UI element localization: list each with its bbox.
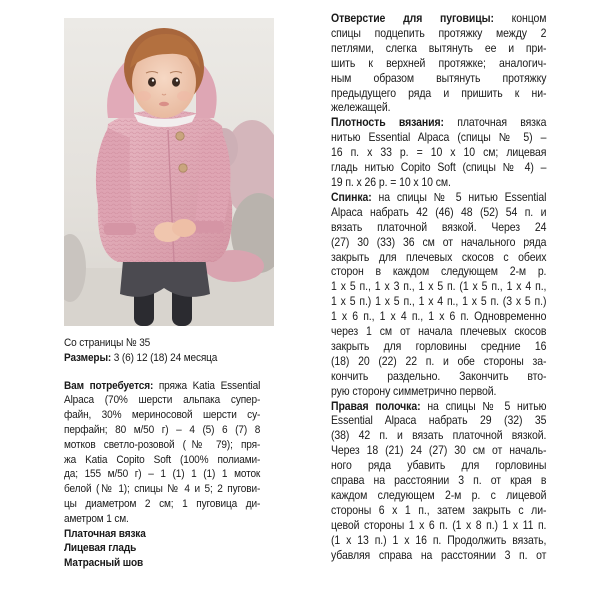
text-line: (1 х 13 п.) 1 х 16 п. Продолжить вязать, xyxy=(331,533,547,547)
source-page: Со страницы № 35 xyxy=(64,337,151,349)
text-line: гладь нитью Copito Soft (спицы № 4) – xyxy=(331,161,547,175)
text-line: 1 х 5 п., 1 х 3 п., 1 х 5 п. (1 х 5 п., 1 х 4 п., xyxy=(331,280,547,294)
pattern-mattress-seam: Матрасный шов xyxy=(64,557,144,570)
left-column xyxy=(64,336,260,571)
materials-line: да; 155 м/50 г) – 1 (1) 1 (1) 1 моток xyxy=(64,468,261,481)
materials-line: жа Katia Copito Soft (100% полиами- xyxy=(64,453,261,466)
text-line: закрыть для плечевых скосов с обеих xyxy=(331,250,547,264)
materials-line: аметром 1 см. xyxy=(64,512,129,525)
materials-line: файн, 30% мериносовой шерсти су- xyxy=(64,409,261,422)
sizes-value: 3 (6) 12 (18) 24 месяца xyxy=(111,351,218,364)
sizes-label: Размеры: xyxy=(64,351,112,364)
text-line: (27) 30 (33) 36 см от начального ряда xyxy=(331,235,547,249)
text-line: жележащей. xyxy=(331,101,391,115)
materials-label: Вам потребуется: xyxy=(64,379,154,392)
text-line: рую сторону симметрично первой. xyxy=(331,384,497,398)
back-label: Спинка: xyxy=(331,190,372,204)
text-line: цевой стороны 1 х 6 п. (1 х 8 п.) 1 х 11 п. xyxy=(331,518,547,532)
text-line: 1 х 6 п., 1 х 4 п., 1 х 6 п. Одновременно xyxy=(331,310,547,324)
density-section: Плотность вязания: платочная вязка нитью Essential Alpaca (спицы № 5) – 16 п. х 33 р. = 10 х 10 см; лицевая гладь нитью Copito Soft (спицы № 4) – 19 п. х 26 р. = 10 х 10 см. xyxy=(331,116,547,189)
density-label: Плотность вязания: xyxy=(331,116,444,130)
text-line: справа на расстоянии 3 п. от края в xyxy=(331,474,547,488)
text-line: каждом следующем 2-м р. с лицевой xyxy=(331,489,547,502)
text-line: ным образом вытянуть протяжку xyxy=(331,71,547,85)
text-line: нитью Essential Alpaca (спицы № 5) – xyxy=(331,131,547,145)
back-section: Спинка: на спицы № 5 нитью Essential Alpaca набрать 42 (46) 48 (52) 54 п. и вязать платочной вязкой. Через 24 (27) 30 (33) 36 см от начального ряда закрыть для плечевых скосов с обеих сторон в каждом следующем 2-м р. 1 х 5 п., 1 х 3 п., 1 х 5 п. (1 х 5 п., 1 х 4 п., 1 х 5 п.) 1 х 5 п., 1 х 4 п., 1 х 5 п. (3 х 5 п.) 1 х 6 п., 1 х 4 п., 1 х 6 п. Одновременно через 1 см от начала плечевых скосов закрыть для горловины средние 16 (18) 20 (22) 22 п. и обе стороны за- кончить раздельно. Закончить вто- рую сторону симметрично первой. xyxy=(331,190,547,398)
text-line: предыдущего ряда и пришить к ни- xyxy=(331,86,547,100)
materials-line: мотков светло-розовой (№ 79); пря- xyxy=(64,438,261,451)
baby-photo xyxy=(64,18,274,326)
text-line: 19 п. х 26 р. = 10 х 10 см. xyxy=(331,175,451,189)
text-line: (18) 20 (22) 22 п. и обе стороны за- xyxy=(331,354,547,368)
text-line: 1 х 5 п.) 1 х 5 п., 1 х 4 п., 1 х 5 п. (3 х 5 п.) xyxy=(331,295,547,309)
materials-line: перфайн; 80 м/50 г) – 4 (5) 6 (7) 8 xyxy=(64,423,261,436)
pattern-stockinette: Лицевая гладь xyxy=(64,542,137,555)
materials-line: Alpaca (70% шерсти альпака супер- xyxy=(64,394,261,407)
text-line: Через 18 (21) 24 (27) 30 см от началь- xyxy=(331,444,547,458)
text-line: ного ряда убавить для горловины xyxy=(331,459,547,473)
buttonhole-label: Отверстие для пуговицы: xyxy=(331,12,494,25)
pattern-garter: Платочная вязка xyxy=(64,527,146,540)
buttonhole-section: Отверстие для пуговицы: концом спицы подцепить протяжку между 2 петлями, слегка вытянуть ее и при- шить к верхней протяжке; аналогич- ным образом вытянуть протяжку предыдущего ряда и пришить к ни- жележащей. xyxy=(331,12,547,115)
text-line: петлями, слегка вытянуть ее и при- xyxy=(331,41,547,55)
materials: Вам потребуется: пряжа Katia Essential Alpaca (70% шерсти альпака супер- файн, 30% мериносовой шерсти су- перфайн; 80 м/50 г) – 4 (5) 6 (7) 8 мотков светло-розовой (№ 79); пря- жа Katia Copito Soft (100% полиами- да; 155 м/50 г) – 1 (1) 1 (1) 1 моток белой (№ 1); спицы № 4 и 5; 2 пугови- цы диаметром 2 см; 1 пуговица ди- аметром 1 см. xyxy=(64,379,261,525)
text-line: шить к верхней протяжке; аналогич- xyxy=(331,56,547,70)
materials-line: цы диаметром 2 см; 1 пуговица ди- xyxy=(64,497,261,510)
right-front-label: Правая полочка: xyxy=(331,399,421,413)
right-front-section: Правая полочка: на спицы № 5 нитью Essential Alpaca набрать 29 (32) 35 (38) 42 п. и вязать платочной вязкой. Через 18 (21) 24 (27) 30 см от началь- ного ряда убавить для горловины справа на расстоянии 3 п. от края в каждом следующем 2-м р. с лицевой стороны 6 х 1 п., затем закрыть с ли- цевой стороны 1 х 6 п. (1 х 8 п.) 1 х 11 п. (1 х 13 п.) 1 х 16 п. Продолжить вязать, убавляя справа на расстоянии 3 п. от xyxy=(331,399,547,562)
right-column xyxy=(331,12,546,564)
text-line: убавляя справа на расстоянии 3 п. от xyxy=(331,548,547,562)
text-line: кончить раздельно. Закончить вто- xyxy=(331,369,547,383)
materials-line: белой (№ 1); спицы № 4 и 5; 2 пугови- xyxy=(64,483,261,496)
text-line: Essential Alpaca набрать 29 (32) 35 xyxy=(331,414,547,428)
text-line: Alpaca набрать 42 (46) 48 (52) 54 п. и xyxy=(331,205,547,219)
sizes xyxy=(64,351,260,366)
text-line: стороны 6 х 1 п., затем закрыть с ли- xyxy=(331,503,547,517)
text-line: вязать платочной вязкой. Через 24 xyxy=(331,220,547,234)
text-line: через 1 см от начала плечевых скосов xyxy=(331,325,547,339)
text-line: (38) 42 п. и вязать платочной вязкой. xyxy=(331,429,547,443)
text-line: спицы подцепить протяжку между 2 xyxy=(331,26,547,40)
text-line: сторон в каждом следующем 2-м р. xyxy=(331,265,547,279)
text-line: 16 п. х 33 р. = 10 х 10 см; лицевая xyxy=(331,146,547,160)
text-line: закрыть для горловины средние 16 xyxy=(331,339,547,353)
